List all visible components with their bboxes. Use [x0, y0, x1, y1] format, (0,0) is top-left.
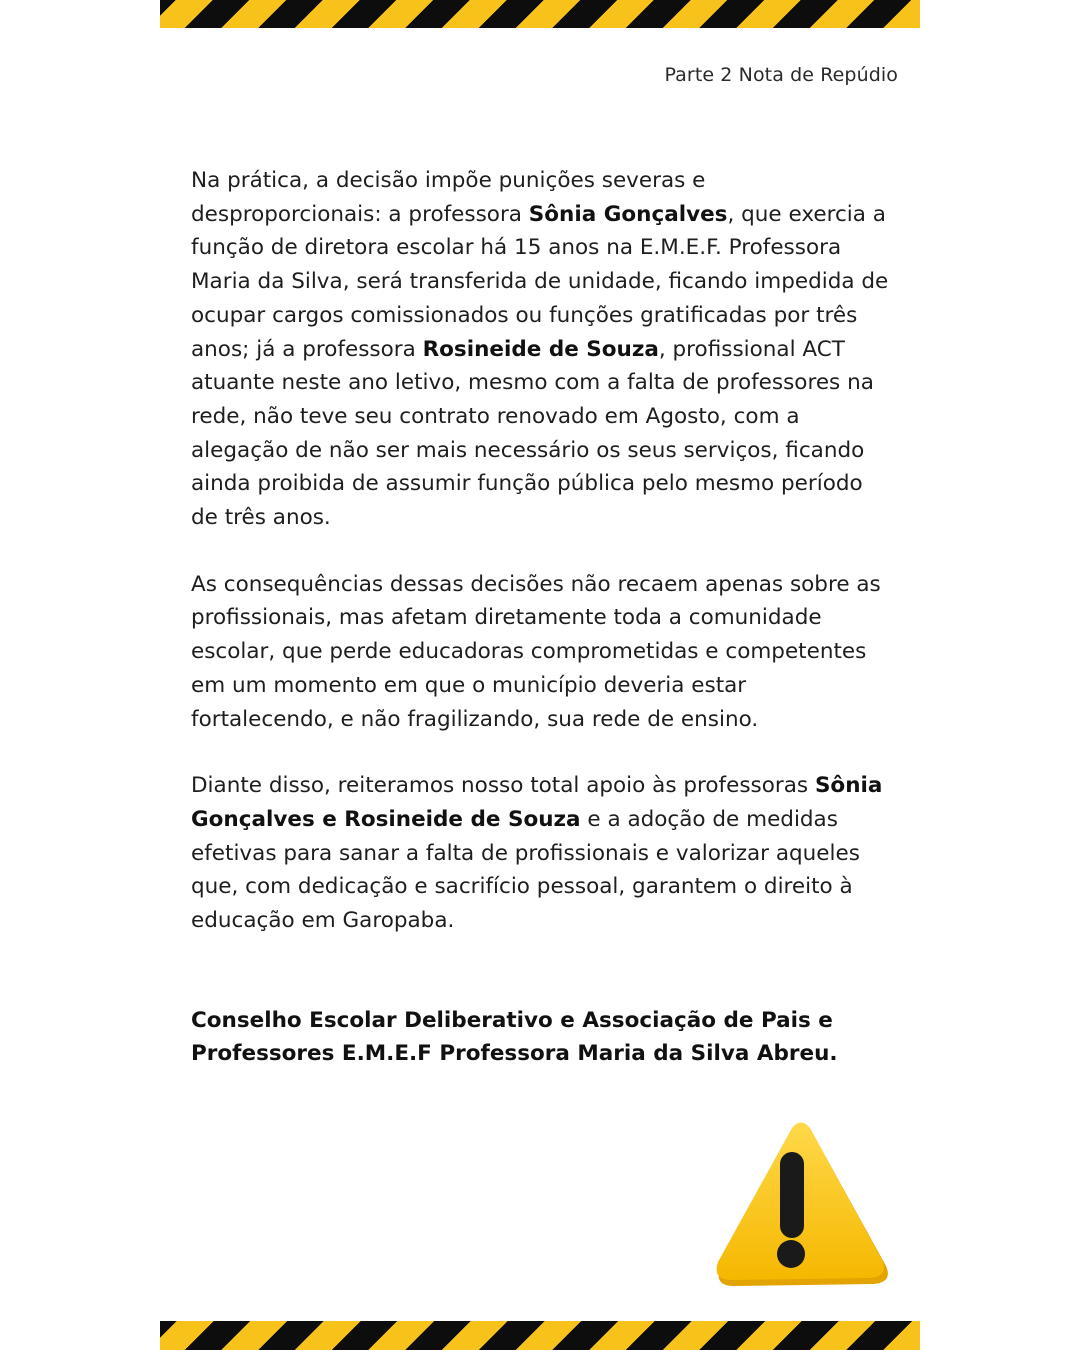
signature: Conselho Escolar Deliberativo e Associação de Pais e Professores E.M.E.F Professora Maria da Silva Abreu. [191, 1007, 838, 1067]
part-label: Parte 2 Nota de Repúdio [664, 64, 898, 86]
paragraph-1-text: , profissional ACT atuante neste ano letivo, mesmo com a falta de professores na rede, não teve seu contrato renovado em Agosto, com a alegação de não ser mais necessário os seus serviços, ficando ainda proibida de assumir função pública pelo mesmo período de três anos. [191, 336, 874, 531]
paragraph-2-text: As consequências dessas decisões não recaem apenas sobre as profissionais, mas afetam diretamente toda a comunidade escolar, que perde educadoras comprometidas e competentes em um momento em que o município deveria estar fortalecendo, e não fragilizando, sua rede de ensino. [191, 571, 881, 732]
paragraph-3-text: Diante disso, reiteramos nosso total apoio às professoras [191, 773, 815, 799]
paragraph-3-text: e a adoção de medidas efetivas para sanar a falta de profissionais e valorizar aqueles que, com dedicação e sacrifício pessoal, garantem o direito à educação em Garopaba. [191, 806, 860, 934]
paragraph-2 [191, 568, 891, 737]
hazard-stripe-top [160, 0, 920, 28]
teacher-name-sonia: Sônia Gonçalves [528, 201, 728, 227]
teacher-names: Sônia Gonçalves e Rosineide de Souza [191, 773, 883, 832]
paragraph-1-text: , que exercia a função de diretora escolar há 15 anos na E.M.E.F. Professora Maria da Silva, será transferida de unidade, ficando impedida de ocupar cargos comissionados ou funções gratificadas por três anos; já a professora [191, 201, 889, 362]
paragraph-3 [191, 769, 891, 938]
letter-body [191, 164, 891, 1071]
hazard-stripe-bottom [160, 1321, 920, 1350]
teacher-name-rosineide: Rosineide de Souza [422, 336, 659, 362]
warning-triangle-icon [712, 1120, 894, 1292]
paragraph-1-text: Na prática, a decisão impõe punições severas e desproporcionais: a professora [191, 168, 706, 227]
paragraph-1 [191, 164, 891, 535]
